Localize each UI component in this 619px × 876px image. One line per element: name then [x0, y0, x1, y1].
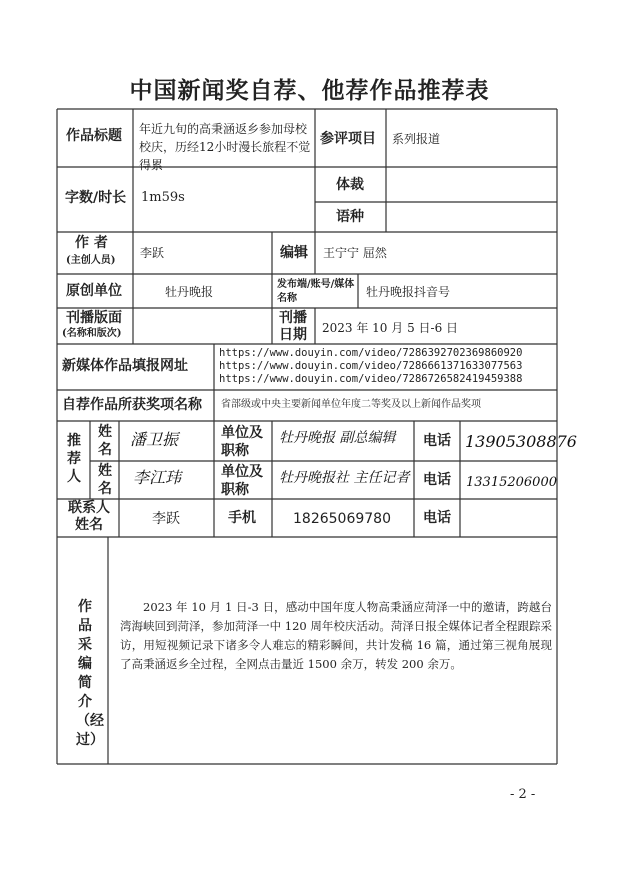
- date-value: 2023 年 10 月 5 日-6 日: [322, 321, 459, 335]
- recommender-phone-handwritten: 13315206000: [466, 475, 557, 490]
- date-label: 刊播日期: [279, 310, 307, 343]
- url-link[interactable]: https://www.douyin.com/video/7286392702369860920: [219, 347, 523, 359]
- recommender-group-label: 推荐人: [67, 433, 81, 485]
- page-title: 中国新闻奖自荐、他荐作品推荐表: [129, 77, 490, 104]
- publisher-value: 牡丹晚报抖音号: [366, 285, 451, 299]
- award-value: 省部级或中央主要新闻单位年度二等奖及以上新闻作品奖项: [221, 399, 481, 410]
- author-sublabel: (主创人员): [66, 255, 116, 266]
- publisher-label: 发布端/账号/媒体名称: [277, 279, 355, 304]
- recommender-unit-label: 单位及职称: [221, 464, 263, 498]
- recommender-phone-label: 电话: [423, 472, 451, 488]
- intro-text: 2023 年 10 月 1 日-3 日，感动中国年度人物高秉涵应菏泽一中的邀请，跨越台湾海峡回到菏泽，参加菏泽一中 120 周年校庆活动。菏泽日报全媒体记者全程跟踪采访，用短视频记录下诸多令人难忘的精彩瞬间，共计发稿 16 篇，通过第三视角展现了高秉涵返乡全过程，全网点击量近 1500 余万，转发 200 余万。: [120, 600, 552, 671]
- editor-value: 王宁宁 屈然: [323, 246, 387, 260]
- recommender-phone-label: 电话: [423, 433, 451, 449]
- editor-label: 编辑: [280, 245, 308, 261]
- mobile-value: 18265069780: [293, 511, 391, 527]
- page-number: - 2 -: [510, 787, 536, 802]
- recommender-name-label: 姓名: [98, 424, 112, 458]
- contact-name: 李跃: [152, 511, 180, 527]
- author-label: 作 者: [75, 235, 108, 251]
- genre-label: 体裁: [336, 177, 364, 193]
- recommender-phone-handwritten: 13905308876: [465, 432, 577, 451]
- recommender-unit-signature: 牡丹晚报 副总编辑: [279, 430, 396, 446]
- category-value: 系列报道: [392, 132, 441, 146]
- unit-label: 原创单位: [66, 283, 122, 299]
- url-link[interactable]: https://www.douyin.com/video/7286661371633077563: [219, 360, 523, 372]
- intro-label: 作品采编简介（经过）: [76, 599, 104, 748]
- url-link[interactable]: https://www.douyin.com/video/7286726582419459388: [219, 373, 523, 385]
- language-label: 语种: [336, 209, 364, 225]
- recommender-name-signature: 李江玮: [133, 468, 182, 487]
- author-value: 李跃: [140, 246, 165, 260]
- page-label: 刊播版面: [66, 310, 122, 326]
- work-title-label: 作品标题: [66, 128, 122, 144]
- contact-label: 联系人姓名: [68, 500, 110, 533]
- recommender-unit-label: 单位及职称: [221, 425, 263, 459]
- page-sublabel: (名称和版次): [62, 328, 122, 339]
- urls-label: 新媒体作品填报网址: [62, 358, 188, 374]
- recommender-unit-signature: 牡丹晚报社 主任记者: [279, 470, 410, 486]
- length-label: 字数/时长: [65, 190, 127, 206]
- award-label: 自荐作品所获奖项名称: [62, 397, 202, 413]
- unit-value: 牡丹晚报: [165, 285, 214, 299]
- category-label: 参评项目: [320, 131, 376, 147]
- mobile-label: 手机: [228, 510, 256, 526]
- length-value: 1m59s: [141, 190, 185, 205]
- recommender-name-signature: 潘卫振: [130, 430, 179, 449]
- recommender-name-label: 姓名: [98, 463, 112, 497]
- contact-phone-label: 电话: [423, 510, 451, 526]
- work-title-value: 年近九旬的高秉涵返乡参加母校校庆，历经12小时漫长旅程不觉得累: [139, 122, 311, 172]
